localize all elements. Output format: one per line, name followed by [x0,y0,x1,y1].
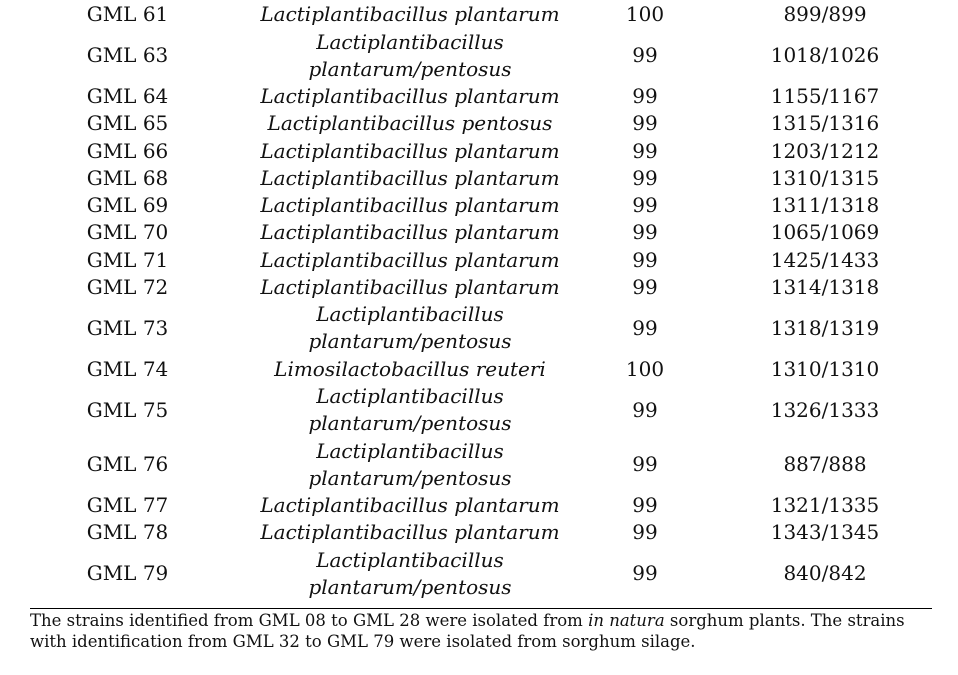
species-name [215,438,605,493]
species-name [215,247,605,274]
table-row [0,110,958,137]
species-line: Lactiplantibacillus plantarum [260,138,560,163]
species-line: Lactiplantibacillus plantarum [260,520,560,545]
table-row [0,28,958,83]
species-line: Lactiplantibacillus plantarum [260,165,560,190]
species-name [215,274,605,301]
strain-id: GML 64 [86,83,169,108]
species-name [215,28,605,83]
table-row [0,383,958,438]
identity-percent: 100 [625,2,665,27]
species-line: plantarum/pentosus [308,574,512,599]
species-line: Lactiplantibacillus plantarum [260,220,560,245]
species-name [215,110,605,137]
identity-percent: 99 [632,315,658,340]
identity-percent: 99 [632,561,658,586]
table-row [0,519,958,546]
strain-id: GML 77 [86,493,169,518]
species-line: Lactiplantibacillus [316,547,504,572]
species-line: Lactiplantibacillus plantarum [260,493,560,518]
species-name [215,137,605,164]
species-name [215,519,605,546]
species-line: Lactiplantibacillus [316,302,504,327]
strain-id: GML 69 [86,193,169,218]
aligned-length: 1065/1069 [770,220,880,245]
aligned-length: 1315/1316 [770,111,880,136]
table-row [0,492,958,519]
footnote-text-2: sorghum plants. The strains with identification from GML 32 to GML 79 were isolated from sorghum silage. [30,611,905,651]
aligned-length: 1203/1212 [770,138,880,163]
table-row [0,301,958,356]
identity-percent: 99 [632,220,658,245]
table-row [0,438,958,493]
strain-id: GML 74 [86,356,169,381]
identity-percent: 99 [632,520,658,545]
table-row [0,547,958,602]
footnote-text-1: The strains identified from GML 08 to GML 28 were isolated from [30,611,589,630]
species-name [215,1,605,28]
identity-percent: 99 [632,397,658,422]
aligned-length: 1318/1319 [770,315,880,340]
species-line: Lactiplantibacillus [316,29,504,54]
strain-id: GML 78 [86,520,169,545]
species-name [215,383,605,438]
species-name [215,165,605,192]
species-name [215,301,605,356]
strain-id: GML 72 [86,275,169,300]
species-line: plantarum/pentosus [308,465,512,490]
strain-id: GML 70 [86,220,169,245]
table-bottom-rule [30,608,932,609]
strain-id: GML 63 [86,43,169,68]
table-row [0,1,958,28]
aligned-length: 1018/1026 [770,43,880,68]
table-row [0,247,958,274]
strain-id: GML 61 [86,2,169,27]
table-row [0,274,958,301]
aligned-length: 1326/1333 [770,397,880,422]
identity-percent: 99 [632,247,658,272]
aligned-length: 1321/1335 [770,493,880,518]
species-line: plantarum/pentosus [308,56,512,81]
strain-id: GML 75 [86,397,169,422]
species-line: Lactiplantibacillus plantarum [260,83,560,108]
species-line: Lactiplantibacillus plantarum [260,275,560,300]
aligned-length: 1310/1315 [770,165,880,190]
aligned-length: 1425/1433 [770,247,880,272]
table-row [0,137,958,164]
identity-percent: 99 [632,275,658,300]
aligned-length: 1311/1318 [770,193,880,218]
table-row [0,192,958,219]
strain-id: GML 66 [86,138,169,163]
identity-percent: 99 [632,165,658,190]
table-row [0,356,958,383]
species-line: Lactiplantibacillus pentosus [267,111,553,136]
strain-id: GML 73 [86,315,169,340]
species-line: plantarum/pentosus [308,411,512,436]
aligned-length: 1155/1167 [770,83,880,108]
identity-percent: 99 [632,83,658,108]
species-line: Lactiplantibacillus plantarum [260,247,560,272]
footnote-emphasis: in natura [588,611,665,630]
aligned-length: 887/888 [783,452,867,477]
species-name [215,83,605,110]
identity-percent: 99 [632,452,658,477]
table-footnote [30,610,935,652]
identity-percent: 99 [632,111,658,136]
identity-percent: 99 [632,493,658,518]
strain-id: GML 79 [86,561,169,586]
species-line: Lactiplantibacillus plantarum [260,2,560,27]
table-row [0,219,958,246]
identity-percent: 100 [625,356,665,381]
identity-percent: 99 [632,138,658,163]
strain-id: GML 71 [86,247,169,272]
aligned-length: 1310/1310 [770,356,880,381]
species-line: Lactiplantibacillus [316,438,504,463]
species-line: plantarum/pentosus [308,329,512,354]
species-line: Lactiplantibacillus [316,384,504,409]
aligned-length: 1343/1345 [770,520,880,545]
species-name [215,219,605,246]
species-line: Limosilactobacillus reuteri [274,356,546,381]
strain-id: GML 65 [86,111,169,136]
species-name [215,492,605,519]
species-line: Lactiplantibacillus plantarum [260,193,560,218]
table-row [0,83,958,110]
species-name [215,547,605,602]
identity-percent: 99 [632,193,658,218]
table-row [0,165,958,192]
identity-percent: 99 [632,43,658,68]
aligned-length: 899/899 [783,2,867,27]
species-name [215,356,605,383]
strain-id: GML 76 [86,452,169,477]
species-name [215,192,605,219]
aligned-length: 1314/1318 [770,275,880,300]
strain-id: GML 68 [86,165,169,190]
aligned-length: 840/842 [783,561,867,586]
